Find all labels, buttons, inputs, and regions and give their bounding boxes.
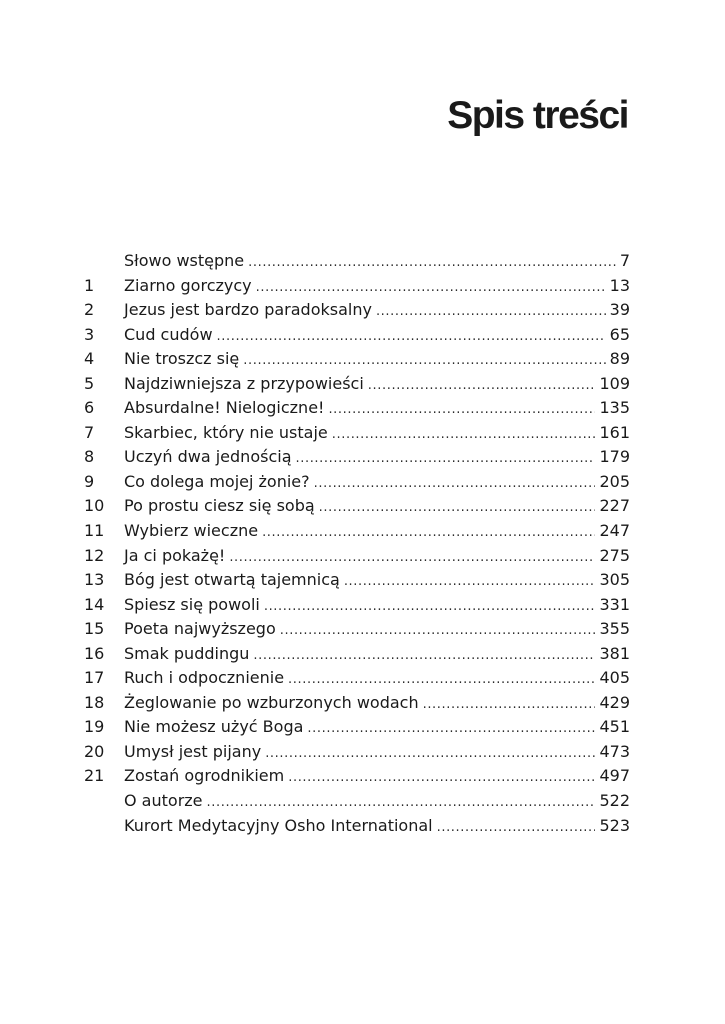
toc-entry	[80, 300, 630, 325]
toc-entry-page: 331	[599, 594, 630, 614]
toc-entry-page: 13	[609, 275, 630, 295]
toc-entry-number: 4	[84, 349, 95, 369]
toc-entry-title: Żeglowanie po wzburzonych wodach	[124, 692, 419, 712]
toc-entry-page: 89	[609, 349, 630, 369]
toc-dot-leader	[264, 599, 596, 614]
toc-dot-leader	[288, 672, 595, 687]
toc-entry-page: 381	[599, 643, 630, 663]
toc-entry-title: Zostań ogrodnikiem	[124, 766, 285, 786]
toc-dot-leader	[314, 476, 596, 491]
toc-dot-leader	[256, 280, 606, 295]
toc-entry-number: 20	[84, 741, 105, 761]
toc-entry-page: 247	[599, 521, 630, 541]
toc-entry	[80, 816, 630, 841]
toc-entry	[80, 398, 630, 423]
toc-entry-title: Ruch i odpocznienie	[124, 668, 285, 688]
toc-entry-page: 39	[609, 300, 630, 320]
toc-entry-page: 429	[599, 692, 630, 712]
toc-dot-leader	[229, 550, 595, 565]
toc-dot-leader	[328, 402, 595, 417]
toc-dot-leader	[207, 795, 596, 810]
toc-entry-title: Nie możesz użyć Boga	[124, 717, 304, 737]
toc-dot-leader	[368, 378, 596, 393]
toc-entry-page: 451	[599, 717, 630, 737]
toc-entry-title: Jezus jest bardzo paradoksalny	[124, 300, 372, 320]
toc-entry-title: Najdziwniejsza z przypowieści	[124, 373, 364, 393]
toc-entry-page: 7	[619, 251, 630, 270]
toc-entry-title: Nie troszcz się	[124, 349, 240, 369]
toc-entry-page: 179	[599, 447, 630, 467]
toc-entry	[80, 791, 630, 816]
toc-dot-leader	[265, 746, 595, 761]
toc-entry-number: 12	[84, 545, 105, 565]
toc-dot-leader	[437, 820, 596, 835]
toc-entry-number: 9	[84, 471, 95, 491]
toc-entry-number: 6	[84, 398, 95, 418]
toc-dot-leader	[243, 353, 605, 368]
toc-entry-page: 161	[599, 422, 630, 442]
toc-entry-title: Co dolega mojej żonie?	[124, 471, 310, 491]
toc-entry-title: Absurdalne! Nielogiczne!	[124, 398, 325, 418]
toc-entry	[80, 521, 630, 546]
toc-entry-page: 275	[599, 545, 630, 565]
toc-entry	[80, 496, 630, 521]
toc-entry-page: 65	[609, 324, 630, 344]
toc-entry-number: 19	[84, 717, 105, 737]
toc-entry-title: Ziarno gorczycy	[124, 275, 252, 295]
toc-entry	[80, 374, 630, 399]
toc-dot-leader	[319, 500, 596, 515]
toc-entry	[80, 276, 630, 301]
toc-entry-number: 14	[84, 594, 105, 614]
toc-dot-leader	[376, 304, 606, 319]
toc-entry-number: 13	[84, 570, 105, 590]
page-title: Spis treści	[447, 94, 628, 137]
toc-entry-title: O autorze	[124, 791, 203, 811]
toc-entry	[80, 644, 630, 669]
toc-entry-number: 2	[84, 300, 95, 320]
toc-entry-number: 11	[84, 521, 105, 541]
toc-entry-title: Słowo wstępne	[124, 251, 245, 270]
toc-entry	[80, 423, 630, 448]
toc-entry-number: 17	[84, 668, 105, 688]
toc-entry	[80, 251, 630, 276]
toc-entry-title: Spiesz się powoli	[124, 594, 260, 614]
toc-entry-page: 523	[599, 815, 630, 835]
toc-entry	[80, 595, 630, 620]
toc-dot-leader	[332, 427, 596, 442]
toc-entry-number: 21	[84, 766, 105, 786]
toc-entry	[80, 447, 630, 472]
toc-dot-leader	[423, 697, 596, 712]
toc-entry-page: 135	[599, 398, 630, 418]
toc-entry-title: Cud cudów	[124, 324, 213, 344]
toc-entry-number: 3	[84, 324, 95, 344]
table-of-contents	[80, 251, 630, 840]
toc-dot-leader	[288, 770, 595, 785]
toc-entry-page: 305	[599, 570, 630, 590]
toc-entry	[80, 668, 630, 693]
toc-entry	[80, 742, 630, 767]
toc-entry	[80, 472, 630, 497]
toc-dot-leader	[253, 648, 595, 663]
toc-dot-leader	[344, 574, 596, 589]
toc-entry-title: Smak puddingu	[124, 643, 250, 663]
toc-entry	[80, 570, 630, 595]
toc-dot-leader	[248, 255, 616, 270]
toc-entry-title: Ja ci pokażę!	[124, 545, 226, 565]
toc-entry-title: Kurort Medytacyjny Osho International	[124, 815, 433, 835]
toc-entry-title: Umysł jest pijany	[124, 741, 262, 761]
toc-entry-page: 109	[599, 373, 630, 393]
toc-entry-title: Uczyń dwa jednością	[124, 447, 292, 467]
toc-entry-title: Po prostu ciesz się sobą	[124, 496, 315, 516]
toc-entry	[80, 717, 630, 742]
toc-entry-page: 473	[599, 741, 630, 761]
toc-entry-page: 205	[599, 471, 630, 491]
toc-entry-number: 18	[84, 692, 105, 712]
toc-dot-leader	[217, 329, 606, 344]
toc-entry-page: 497	[599, 766, 630, 786]
toc-entry-page: 522	[599, 791, 630, 811]
toc-entry-page: 355	[599, 619, 630, 639]
toc-entry-title: Wybierz wieczne	[124, 521, 259, 541]
toc-entry	[80, 546, 630, 571]
toc-entry	[80, 619, 630, 644]
toc-entry-number: 5	[84, 373, 95, 393]
toc-entry-title: Bóg jest otwartą tajemnicą	[124, 570, 340, 590]
toc-entry-page: 227	[599, 496, 630, 516]
toc-entry-number: 16	[84, 643, 105, 663]
toc-entry-number: 1	[84, 275, 95, 295]
toc-entry	[80, 693, 630, 718]
toc-entry-title: Poeta najwyższego	[124, 619, 276, 639]
toc-entry-number: 15	[84, 619, 105, 639]
toc-entry	[80, 325, 630, 350]
toc-dot-leader	[307, 721, 595, 736]
toc-entry-number: 10	[84, 496, 105, 516]
toc-dot-leader	[262, 525, 595, 540]
toc-dot-leader	[296, 451, 596, 466]
toc-entry-number: 8	[84, 447, 95, 467]
toc-entry-title: Skarbiec, który nie ustaje	[124, 422, 328, 442]
toc-entry-number: 7	[84, 422, 95, 442]
toc-entry	[80, 766, 630, 791]
toc-dot-leader	[280, 623, 596, 638]
toc-entry-page: 405	[599, 668, 630, 688]
toc-entry	[80, 349, 630, 374]
